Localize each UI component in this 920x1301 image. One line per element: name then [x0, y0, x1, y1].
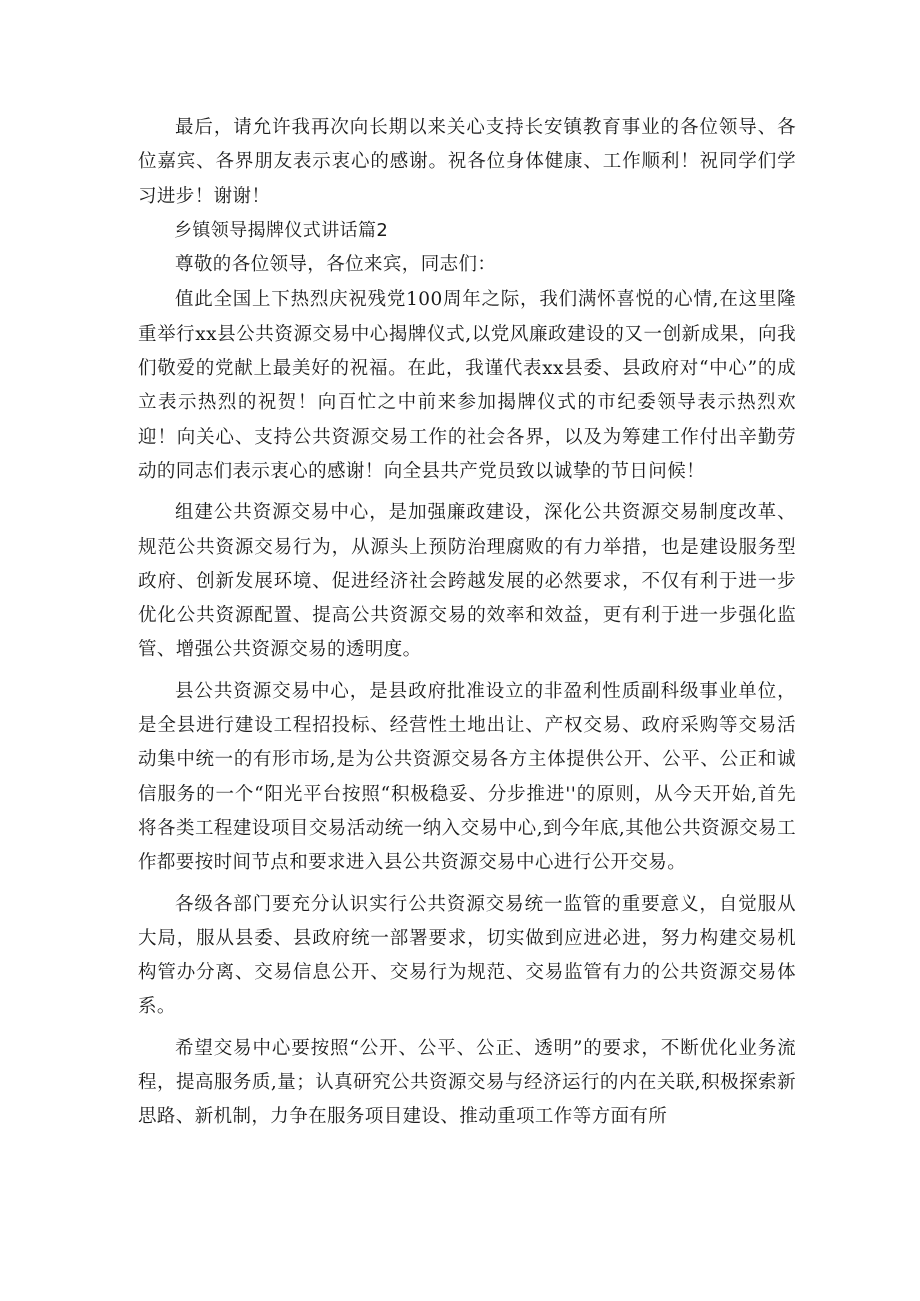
body-paragraph-purpose: 组建公共资源交易中心，是加强廉政建设，深化公共资源交易制度改革、规范公共资源交易行为，从源头上预防治理腐败的有力举措，也是建设服务型政府、创新发展环境、促进经济社会跨越发展的必然要求，不仅有利于进一步优化公共资源配置、提高公共资源交易的效率和效益，更有利于进一步强化监管、增强公共资源交易的透明度。	[138, 502, 796, 661]
body-paragraph-center: 县公共资源交易中心，是县政府批准设立的非盈利性质副科级事业单位，是全县进行建设工程招投标、经营性土地出让、产权交易、政府采购等交易活动集中统一的有形市场,是为公共资源交易各方主体提供公开、公平、公正和诚信服务的一个“阳光平台按照“积极稳妥、分步推进''的原则，从今天开始,首先将各类工程建设项目交易活动统一纳入交易中心,到今年底,其他公共资源交易工作都要按时间节点和要求进入县公共资源交易中心进行公开交易。	[138, 680, 796, 874]
body-paragraph-departments: 各级各部门要充分认识实行公共资源交易统一监管的重要意义，自觉服从大局，服从县委、县政府统一部署要求，切实做到应进必进，努力构建交易机构管办分离、交易信息公开、交易行为规范、交易监管有力的公共资源交易体系。	[138, 893, 796, 1018]
closing-paragraph: 最后，请允许我再次向长期以来关心支持长安镇教育事业的各位领导、各位嘉宾、各界朋友表示衷心的感谢。祝各位身体健康、工作顺利！祝同学们学习进步！谢谢！	[138, 117, 796, 207]
salutation: 尊敬的各位领导，各位来宾，同志们：	[175, 254, 497, 276]
section-heading: 乡镇领导揭牌仪式讲话篇2	[174, 219, 389, 241]
body-paragraph-opening: 值此全国上下热烈庆祝残党100周年之际，我们满怀喜悦的心情,在这里隆重举行xx县公共资源交易中心揭牌仪式,以党风廉政建设的又一创新成果，向我们敬爱的党献上最美好的祝福。在此，我谨代表xx县委、县政府对“中心”的成立表示热烈的祝贺！向百忙之中前来参加揭牌仪式的市纪委领导表示热烈欢迎！向关心、支持公共资源交易工作的社会各界，以及为筹建工作付出辛勤劳动的同志们表示衷心的感谢！向全县共产党员致以诚挚的节日问候！	[138, 289, 796, 482]
body-paragraph-hopes: 希望交易中心要按照“公开、公平、公正、透明”的要求，不断优化业务流程，提高服务质,量；认真研究公共资源交易与经济运行的内在关联,积极探索新思路、新机制，力争在服务项目建设、推动重项工作等方面有所	[138, 1037, 796, 1128]
